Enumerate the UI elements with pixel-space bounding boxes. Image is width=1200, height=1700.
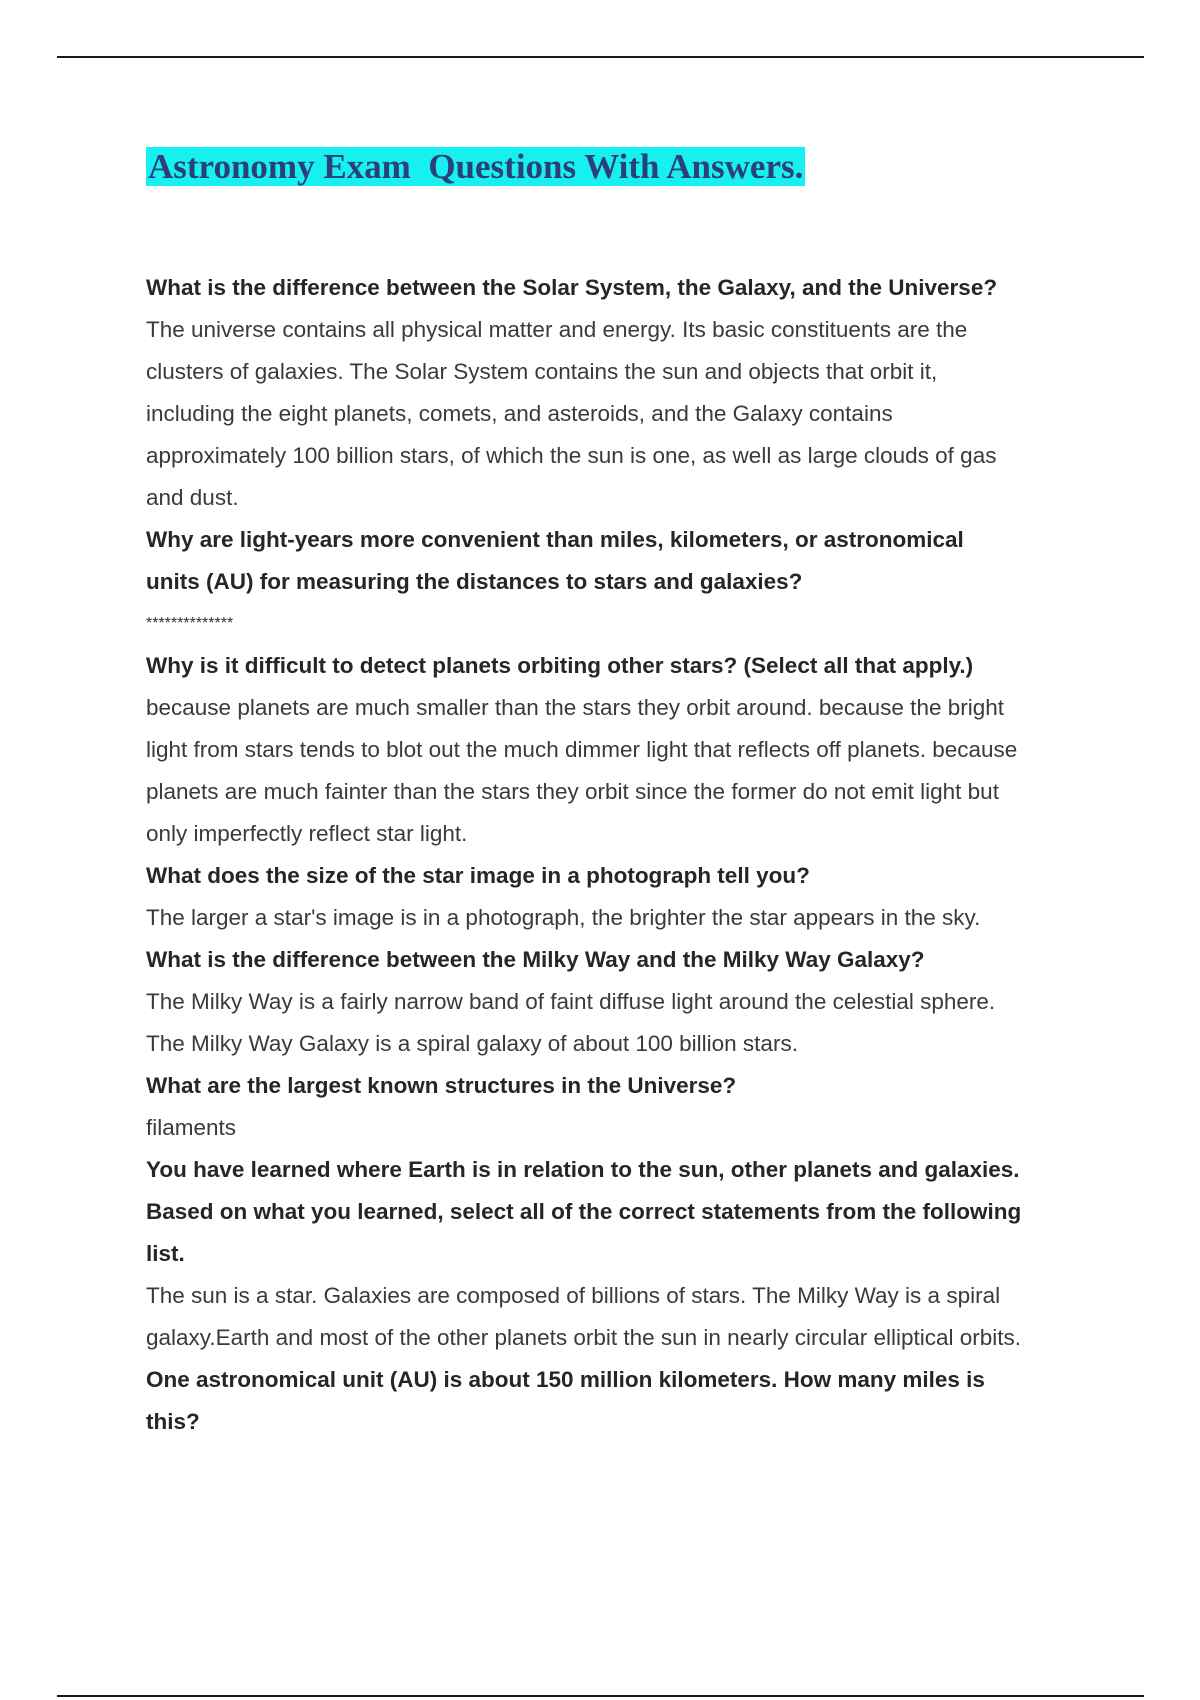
answer-line: The Milky Way is a fairly narrow band of faint diffuse light around the celestial sphere. bbox=[146, 989, 996, 1014]
question-line: What are the largest known structures in the Universe? bbox=[146, 1073, 737, 1098]
question-line: list. bbox=[146, 1241, 185, 1266]
answer-line: only imperfectly reflect star light. bbox=[146, 821, 468, 846]
answer-line: The universe contains all physical matter and energy. Its basic constituents are the bbox=[146, 317, 968, 342]
question-line: Why are light-years more convenient than miles, kilometers, or astronomical bbox=[146, 527, 964, 552]
answer-line: filaments bbox=[146, 1115, 237, 1140]
answer-line: The sun is a star. Galaxies are composed of billions of stars. The Milky Way is a spiral bbox=[146, 1283, 1001, 1308]
question-line: What is the difference between the Milky Way and the Milky Way Galaxy? bbox=[146, 947, 925, 972]
top-rule bbox=[57, 56, 1144, 58]
question-line: What is the difference between the Solar System, the Galaxy, and the Universe? bbox=[146, 275, 998, 300]
answer-line: including the eight planets, comets, and asteroids, and the Galaxy contains bbox=[146, 401, 893, 426]
answer-line: galaxy.Earth and most of the other planets orbit the sun in nearly circular elliptical orbits. bbox=[146, 1325, 1022, 1350]
answer-line: light from stars tends to blot out the much dimmer light that reflects off planets. because bbox=[146, 737, 1018, 762]
answer-line: The larger a star's image is in a photograph, the brighter the star appears in the sky. bbox=[146, 905, 981, 930]
answer-line: planets are much fainter than the stars they orbit since the former do not emit light but bbox=[146, 779, 999, 804]
bottom-rule bbox=[57, 1695, 1144, 1697]
answer-line: The Milky Way Galaxy is a spiral galaxy of about 100 billion stars. bbox=[146, 1031, 798, 1056]
question-line: units (AU) for measuring the distances to stars and galaxies? bbox=[146, 569, 803, 594]
question-line: What does the size of the star image in a photograph tell you? bbox=[146, 863, 810, 888]
question-line: You have learned where Earth is in relation to the sun, other planets and galaxies. bbox=[146, 1157, 1020, 1182]
answer-line: and dust. bbox=[146, 485, 239, 510]
question-line: this? bbox=[146, 1409, 200, 1434]
hidden-answer-asterisks: ************** bbox=[146, 615, 234, 632]
qa-content bbox=[146, 267, 1146, 1443]
answer-line: because planets are much smaller than the stars they orbit around. because the bright bbox=[146, 695, 1004, 720]
document-title bbox=[146, 145, 805, 189]
title-highlight: Astronomy Exam Questions With Answers. bbox=[148, 147, 804, 186]
question-line: Why is it difficult to detect planets orbiting other stars? (Select all that apply.) bbox=[146, 653, 974, 678]
answer-line: approximately 100 billion stars, of which the sun is one, as well as large clouds of gas bbox=[146, 443, 997, 468]
question-line: One astronomical unit (AU) is about 150 million kilometers. How many miles is bbox=[146, 1367, 985, 1392]
answer-line: clusters of galaxies. The Solar System contains the sun and objects that orbit it, bbox=[146, 359, 938, 384]
question-line: Based on what you learned, select all of the correct statements from the following bbox=[146, 1199, 1022, 1224]
